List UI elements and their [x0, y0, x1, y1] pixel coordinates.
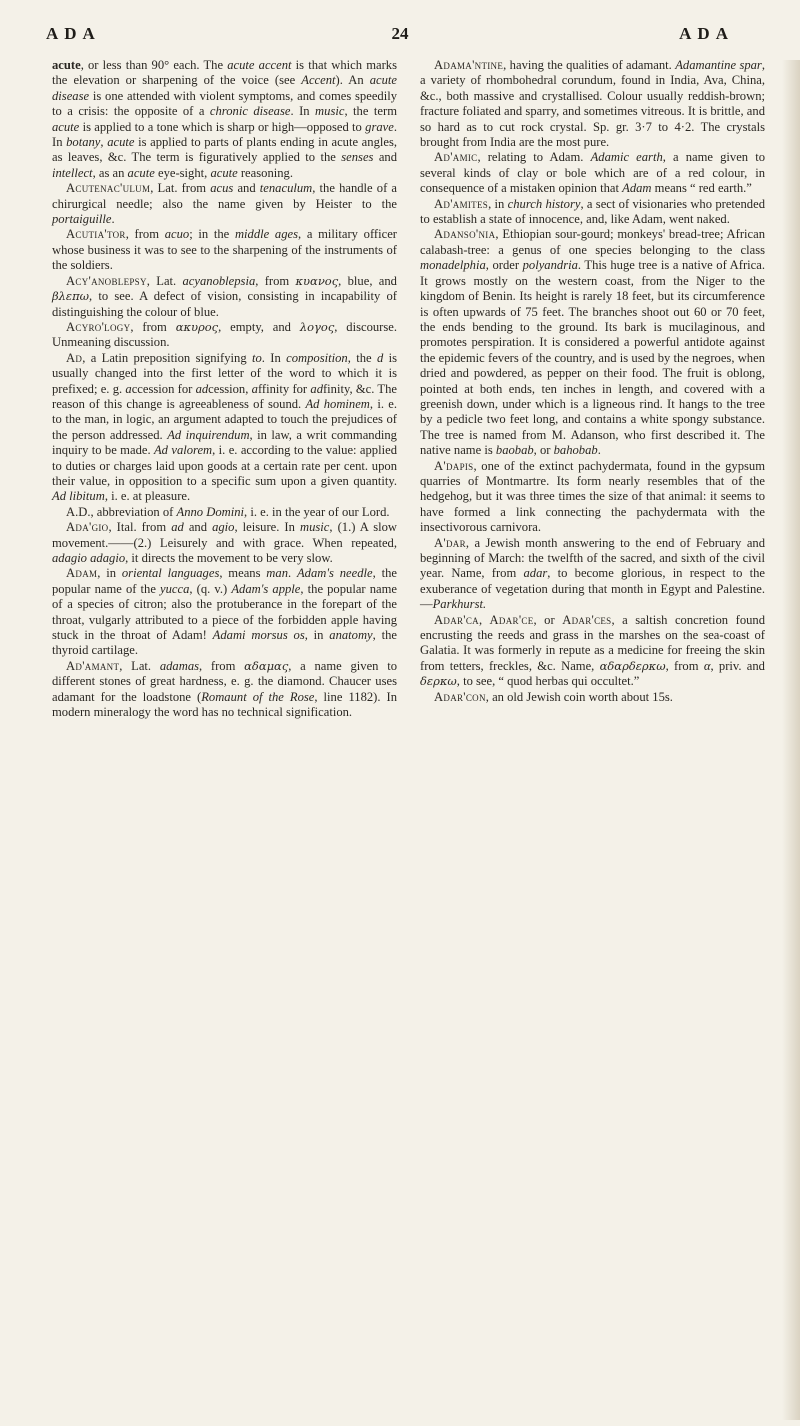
right-column — [420, 58, 765, 705]
running-header — [36, 16, 764, 46]
dictionary-entry: Ada'gio, Ital. from ad and agio, leisure. In music, (1.) A slow movement.——(2.) Leisurely and with grace. When repeated, adagio adagio, it directs the movement to be very slow. — [52, 520, 397, 565]
dictionary-entry: Acutia'tor, from acuo; in the middle ages, a military officer whose business it was to see to the sharpening of the instruments of the soldiers. — [52, 227, 397, 273]
dictionary-entry: acute, or less than 90° each. The acute accent is that which marks the elevation or sharpening of the voice (see Accent). An acute disease is one attended with violent symptoms, and comes speedily to a crisis: the opposite of a chronic disease. In music, the term acute is applied to a tone which is sharp or high—opposed to grave. In botany, acute is applied to parts of plants ending in acute angles, as leaves, &c. The term is figuratively applied to the senses and intellect, as an acute eye-sight, acute reasoning. — [52, 58, 398, 180]
dictionary-entry: Ad'amic, relating to Adam. Adamic earth, a name given to several kinds of clay or bole which are of a red colour, in consequence of a mistaken opinion that Adam means “ red earth.” — [420, 150, 765, 196]
dictionary-entry: A.D., abbreviation of Anno Domini, i. e. in the year of our Lord. — [66, 504, 390, 519]
dictionary-entry: Adanso'nia, Ethiopian sour-gourd; monkeys' bread-tree; African calabash-tree: a genus of one species belonging to the class monadelphia, order polyandria. This huge tree is a native of Africa. It grows mostly on the western coast, from the Niger to the kingdom of Benin. Its height is rarely 18 feet, but its circumference is often upwards of 75 feet. The branches shoot out 60 or 70 feet, the ends bending to the ground. Its bark is mucilaginous, and promotes perspiration. It is considered a powerful antidote against the epidemic fevers of the country, and is used by the negroes, when dried and powdered, as pepper on their food. The fruit is oblong, pointed at both ends, ten inches in length, and covered with a greenish down, under which is a ligneous rind. It hangs to the tree by a pedicle two feet long, and contains a white spongy substance. The tree is named from M. Adanson, who first described it. The native name is baobab, or bahobab. — [420, 227, 765, 458]
dictionary-entry: A'dapis, one of the extinct pachydermata, found in the gypsum quarries of Montmartre. Its form nearly resembles that of the hedgehog, but it was three times the size of that animal: it seems to have formed a link connecting the pachydermata with the insectivorous carnivora. — [420, 458, 765, 535]
page-number: 24 — [391, 24, 409, 43]
dictionary-entry: Acutenac'ulum, Lat. from acus and tenaculum, the handle of a chirurgical needle; also the name given by Heister to the portaiguille. — [52, 181, 397, 227]
dictionary-entry: Adar'ca, Adar'ce, or Adar'ces, a saltish concretion found encrusting the reeds and grass in the marshes on the sea-coast of Galatia. It was formerly in repute as a medicine for freeing the skin from tetters, freckles, &c. Name, αδαρδερκω, from α, priv. and δερκω, to see, “ quod herbas qui occultet.” — [420, 612, 766, 689]
dictionary-entry: Ad'amant, Lat. adamas, from αδαμας, a name given to different stones of great hardness, e. g. the diamond. Chaucer uses adamant for the loadstone (Romaunt of the Rose, line 1182). In modern mineralogy the word has no technical signification. — [52, 658, 397, 720]
dictionary-entry: Acyro'logy, from ακυρος, empty, and λογος, discourse. Unmeaning discussion. — [52, 319, 397, 350]
dictionary-entry: Adam, in oriental languages, means man. Adam's needle, the popular name of the yucca, (q. v.) Adam's apple, the popular name of a species of citron; also the protuberance in the forepart of the throat, vulgarly attributed to a piece of the forbidden apple having stuck in the throat of Adam! Adami morsus os, in anatomy, the thyroid cartilage. — [52, 566, 397, 658]
dictionary-entry: A'dar, a Jewish month answering to the end of February and beginning of March: the twelfth of the sacred, and sixth of the civil year. Name, from adar, to become glorious, in respect to the exuberance of vegetation during that month in Egypt and Palestine.—Parkhurst. — [420, 535, 765, 612]
dictionary-entry: Adar'con, an old Jewish coin worth about 15s. — [434, 689, 673, 704]
left-column — [52, 58, 397, 720]
dictionary-entry: Adama'ntine, having the qualities of adamant. Adamantine spar, a variety of rhombohedral corundum, found in India, Ava, China, &c., both massive and crystallised. Colour usually reddish-brown; fracture foliated and sparry, and sometimes vitreous. It is brittle, and so hard as to cut rock crystal. Sp. gr. 3·7 to 4·2. The crystals brought from India are the most pure. — [420, 58, 765, 150]
page-edge-shadow — [782, 60, 800, 1420]
header-left-guideword: ADA — [46, 24, 101, 43]
dictionary-entry: Ad'amites, in church history, a sect of visionaries who pretended to establish a state of innocence, and, like Adam, went naked. — [420, 196, 765, 227]
header-right-guideword: ADA — [679, 24, 734, 43]
dictionary-entry: Ad, a Latin preposition signifying to. In composition, the d is usually changed into the first letter of the word to which it is prefixed; e. g. accession for adcession, affinity for adfinity, &c. The reason of this change is agreeableness of sound. Ad hominem, i. e. to the man, in logic, an argument adapted to touch the prejudices of the person addressed. Ad inquirendum, in law, a writ commanding inquiry to be made. Ad valorem, i. e. according to the value: applied to duties or charges laid upon goods at a certain rate per cent. upon their value, in opposition to a specific sum upon a given quantity. Ad libitum, i. e. at pleasure. — [52, 350, 397, 504]
dictionary-entry: Acy'anoblepsy, Lat. acyanoblepsia, from κυανος, blue, and βλεπω, to see. A defect of vision, consisting in incapability of distinguishing the colour of blue. — [52, 273, 397, 319]
